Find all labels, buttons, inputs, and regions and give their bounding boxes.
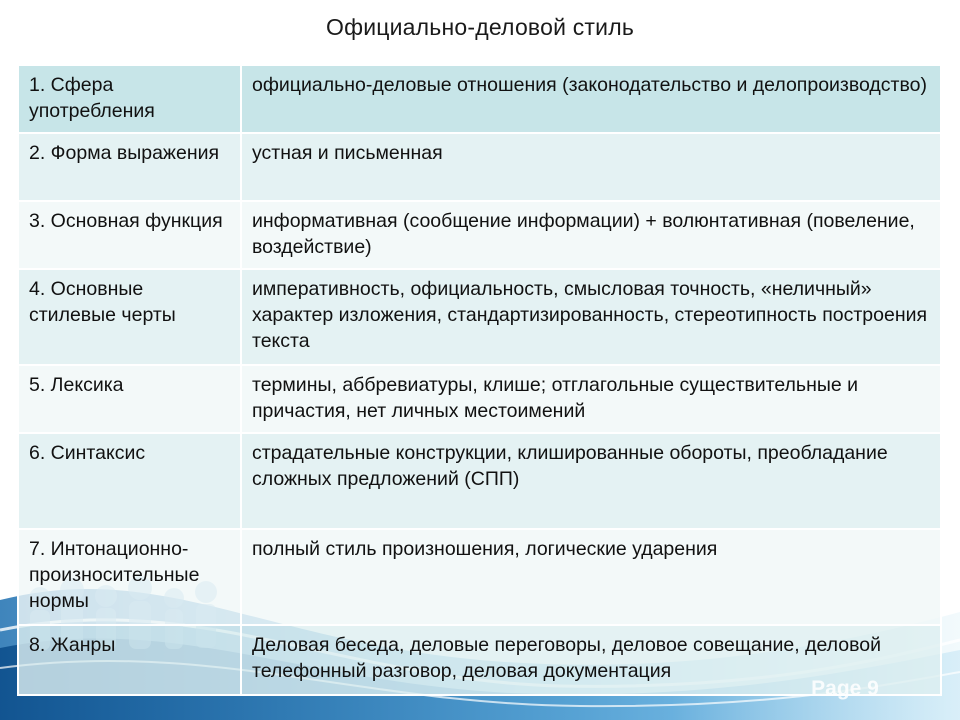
row-value: информативная (сообщение информации) + волюнтативная (повеление, воздействие) (241, 201, 941, 269)
row-label: 4. Основные стилевые черты (18, 269, 241, 365)
row-label: 8. Жанры (18, 625, 241, 695)
row-value: полный стиль произношения, логические ударения (241, 529, 941, 625)
row-value: императивность, официальность, смысловая точность, «неличный» характер изложения, стандартизированность, стереотипность построения текста (241, 269, 941, 365)
row-label: 5. Лексика (18, 365, 241, 433)
row-label: 3. Основная функция (18, 201, 241, 269)
table-row (18, 269, 941, 365)
table-row (18, 529, 941, 625)
row-label: 2. Форма выражения (18, 133, 241, 201)
row-value: термины, аббревиатуры, клише; отглагольные существительные и причастия, нет личных местоимений (241, 365, 941, 433)
table-row (18, 365, 941, 433)
table-row (18, 65, 941, 133)
row-label: 7. Интонационно-произносительные нормы (18, 529, 241, 625)
row-value: Деловая беседа, деловые переговоры, деловое совещание, деловой телефонный разговор, деловая документация (241, 625, 941, 695)
row-value: официально-деловые отношения (законодательство и делопроизводство) (241, 65, 941, 133)
page-number: Page 9 (811, 677, 879, 700)
table-row (18, 201, 941, 269)
row-value: страдательные конструкции, клишированные обороты, преобладание сложных предложений (СПП) (241, 433, 941, 529)
table-row (18, 133, 941, 201)
slide-title: Официально-деловой стиль (325, 14, 635, 40)
row-label: 1. Сфера употребления (18, 65, 241, 133)
table-row (18, 433, 941, 529)
style-characteristics-table (17, 64, 942, 696)
row-label: 6. Синтаксис (18, 433, 241, 529)
row-value: устная и письменная (241, 133, 941, 201)
